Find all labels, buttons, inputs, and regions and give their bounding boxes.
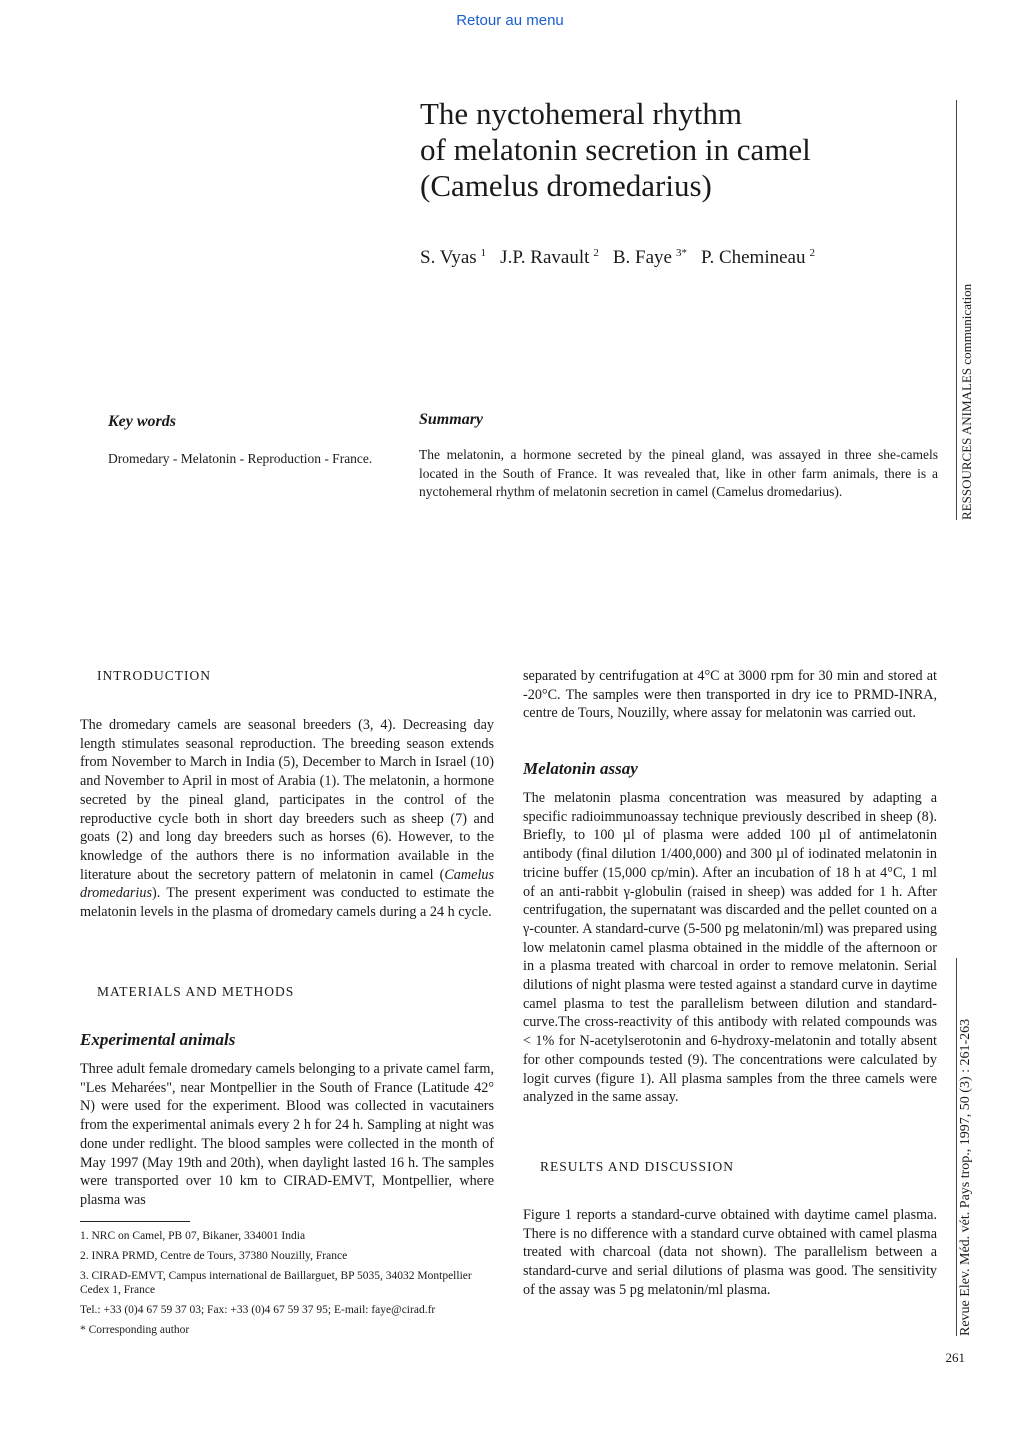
introduction-text-b: ). The present experiment was conducted to estimate the melatonin levels in the plasma of dromedary camels during a 24 h cycle. <box>80 885 494 921</box>
footnote: * Corresponding author <box>80 1324 190 1336</box>
experimental-animals-continued: separated by centrifugation at 4°C at 3000 rpm for 30 min and stored at -20°C. The samples were then transported in dry ice to PRMD-INRA, centre de Tours, Nouzilly, where assay for melatonin was carried out. <box>523 668 937 722</box>
experimental-animals-text: Three adult female dromedary camels belonging to a private camel farm, "Les Meharées", near Montpellier in the South of France (Latitude 42° N) were used for the experiment. Blood was collected in vacutainers from the experimental animals every 2 h for 24 h. Sampling at night was done under redlight. The blood samples were collected in the month of May 1997 (May 19th and 20th), when daylight lasted 16 h. The samples were transported over 10 km to CIRAD-EMVT, Montpellier, where plasma was <box>80 1061 495 1208</box>
author-name: B. Faye <box>612 247 672 268</box>
article-title <box>420 96 940 204</box>
footnote: 2. INRA PRMD, Centre de Tours, 37380 Nouzilly, France <box>80 1250 348 1262</box>
title-line-1: The nyctohemeral rhythm <box>420 96 742 131</box>
side-rule-bottom <box>956 958 957 1336</box>
category-label <box>959 284 975 520</box>
summary-heading: Summary <box>419 411 484 428</box>
author-affiliation: 3* <box>675 247 687 259</box>
melatonin-assay-text: The melatonin plasma concentration was measured by adapting a specific radioimmunoassay technique previously described in sheep (8). Briefly, to 100 µl of plasma were added 100 µl of antimelatonin antibody (final dilution 1/400,000) and 300 µl of iodinated melatonin in tricine buffer (15,000 cp/min). After an incubation of 18 h at 4°C, 1 ml of an anti-rabbit γ-globulin (raised in sheep) was added for 1 h. After centrifugation, the supernatant was discarded and the pellet counted on a γ-counter. A standard-curve (5-500 pg melatonin/ml) was prepared using low melatonin camel plasma obtained in the middle of the afternoon or in a plasma treated with charcoal in order to remove melatonin. Serial dilutions of night plasma were tested against a standard curve in daytime camel plasma to test the parallelism between dilution and standard-curve.The cross-reactivity of this antibody with related compounds was < 1% for N-acetylserotonin and 6-hydroxy-melatonin and totally absent for other compounds tested (9). The concentrations were calculated by logit curves (figure 1). All plasma samples from the three camels were analyzed in the same assay. <box>523 790 937 1106</box>
title-line-3: (Camelus dromedarius) <box>420 168 712 203</box>
introduction-text-a: The dromedary camels are seasonal breeders (3, 4). Decreasing day length stimulates seasonal reproduction. The breeding season extends from November to March in India (5), December to March in Israel (10) and November to April in most of Arabia (1). The melatonin, a hormone secreted by the pineal gland, participates in the control of the reproductive cycle both in short day breeders such as sheep (7) and goats (2) and long day breeders such as horses (6). However, to the knowledge of the authors there is no information available in the literature about the secretory pattern of melatonin in camel ( <box>80 717 494 883</box>
footnotes <box>80 1229 494 1343</box>
author-list <box>420 247 829 269</box>
results-text: Figure 1 reports a standard-curve obtained with daytime camel plasma. There is no difference with a standard curve obtained with camel plasma treated with charcoal (data not shown). The parallelism between a standard-curve and serial dilutions of plasma was good. The sensitivity of the assay was 5 pg melatonin/ml plasma. <box>523 1207 937 1298</box>
page-number: 261 <box>945 1350 965 1365</box>
melatonin-assay-heading: Melatonin assay <box>523 759 638 778</box>
author-affiliation: 1 <box>480 247 487 259</box>
side-rule-top <box>956 100 957 520</box>
title-line-2: of melatonin secretion in camel <box>420 132 811 167</box>
experimental-animals-heading: Experimental animals <box>80 1030 236 1049</box>
footnote: Tel.: +33 (0)4 67 59 37 03; Fax: +33 (0)4 67 59 37 95; E-mail: faye@cirad.fr <box>80 1304 436 1316</box>
introduction-heading: INTRODUCTION <box>97 668 211 683</box>
journal-citation: Revue Elev. Méd. vét. Pays trop., 1997, 50 (3) : 261-263 <box>958 1018 973 1336</box>
author-name: P. Chemineau <box>700 247 806 268</box>
author-name: S. Vyas <box>420 247 477 268</box>
author-name: J.P. Ravault <box>500 247 590 268</box>
category-word: communication <box>959 283 974 368</box>
back-to-menu-link[interactable]: Retour au menu <box>456 12 564 29</box>
footnote: 1. NRC on Camel, PB 07, Bikaner, 334001 India <box>80 1230 306 1242</box>
summary-text: The melatonin, a hormone secreted by the pineal gland, was assayed in three she-camels located in the South of France. It was revealed that, like in other farm animals, there is a nyctohemeral rhythm of melatonin secretion in camel (Camelus dromedarius). <box>419 447 938 499</box>
author-affiliation: 2 <box>593 247 599 259</box>
author-affiliation: 2 <box>809 247 815 259</box>
methods-heading: MATERIALS AND METHODS <box>97 984 295 999</box>
species-name: Camelus dromedarius <box>80 866 494 902</box>
category-caps: RESSOURCES ANIMALES <box>959 367 974 520</box>
keywords-text: Dromedary - Melatonin - Reproduction - France. <box>108 451 373 466</box>
results-heading: RESULTS AND DISCUSSION <box>540 1159 735 1174</box>
footnote-divider <box>80 1221 190 1222</box>
footnote: 3. CIRAD-EMVT, Campus international de Baillarguet, BP 5035, 34032 Montpellier Cedex 1, France <box>80 1270 472 1296</box>
introduction-text <box>80 716 494 922</box>
keywords-heading: Key words <box>108 413 176 430</box>
